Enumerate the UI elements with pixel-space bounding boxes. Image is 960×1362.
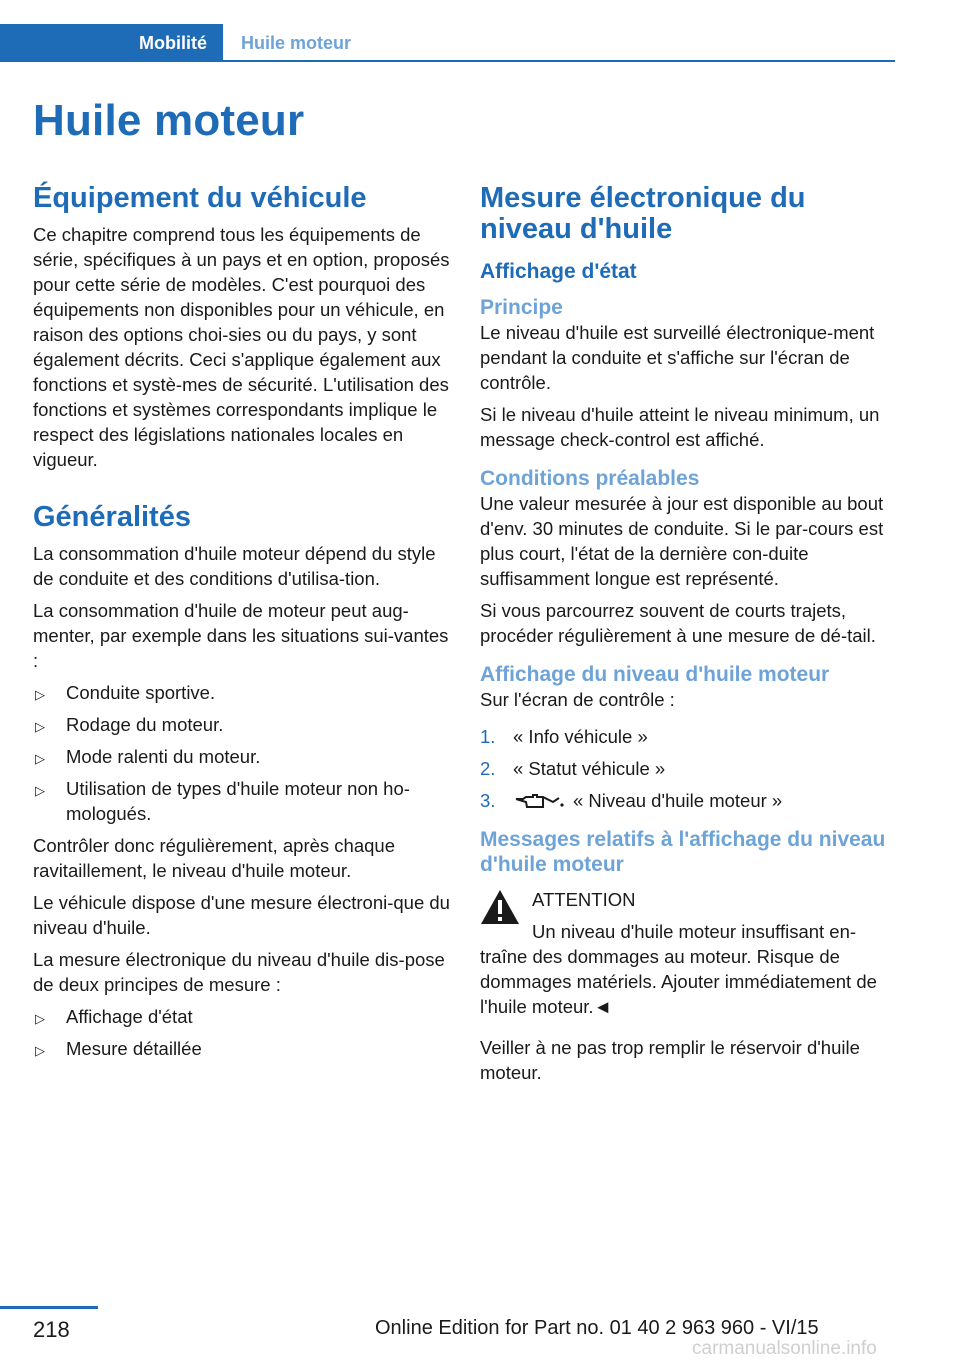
left-column [33,183,451,1068]
subsection-title-affichage-etat: Affichage d'état [480,260,637,283]
section-title-mesure: Mesure électronique du niveau d'huile [480,182,806,245]
list-item: ▷ Mode ralenti du moteur. [33,744,451,769]
oil-can-icon [513,793,565,811]
bullet-list [33,1004,451,1061]
warning-text: traîne des dommages au moteur. Risque de dommages matériels. Ajouter immédiatement de l'huile moteur.◄ [480,946,877,1017]
list-item: ▷ Conduite sportive. [33,680,451,705]
paragraph: La consommation d'huile de moteur peut aug‐menter, par exemple dans les situations sui‐vantes : [33,600,449,671]
paragraph: Si vous parcourrez souvent de courts trajets, procéder régulièrement à une mesure de dé‐tail. [480,600,876,646]
heading-conditions: Conditions préalables [480,467,700,490]
bullet-list [33,680,451,826]
warning-text-line1: Un niveau d'huile moteur insuffisant en‐ [532,921,857,942]
section-title-equipement: Équipement du véhicule [33,182,367,214]
watermark: carmanualsonline.info [692,1338,877,1359]
warning-triangle-icon [480,889,520,925]
paragraph: Ce chapitre comprend tous les équipements de série, spécifiques à un pays et en option, proposés pour cette série de modèles. C'est pourquoi des équipements non disponibles pour un véhicule, en raison des options choi‐sies ou du pays, y sont également décrits. Ceci s'applique également aux fonctions et systè‐mes de sécurité. L'utilisation des fonctions et systèmes correspondants implique le respect des législations nationales locales en vigueur. [33,224,450,470]
paragraph: Le niveau d'huile est surveillé électronique‐ment pendant la conduite et s'affiche sur l'écran de contrôle. [480,322,875,393]
list-item: 1. « Info véhicule » [480,726,648,747]
list-item: ▷ Mesure détaillée [33,1036,451,1061]
page-number: 218 [33,1317,70,1342]
paragraph: Veiller à ne pas trop remplir le réservoir d'huile moteur. [480,1037,860,1083]
paragraph: Sur l'écran de contrôle : [480,689,675,710]
page-title: Huile moteur [33,96,305,145]
tab-huile-moteur: Huile moteur [241,33,352,53]
paragraph: La consommation d'huile moteur dépend du style de conduite et des conditions d'utilisa‐tion. [33,543,436,589]
triangle-bullet-icon: ▷ [35,1043,45,1058]
triangle-bullet-icon: ▷ [35,751,45,766]
heading-messages: Messages relatifs à l'affichage du niveau d'huile moteur [480,828,886,876]
tab-mobilite: Mobilité [0,24,223,62]
heading-principe: Principe [480,296,563,319]
list-item: ▷ Rodage du moteur. [33,712,451,737]
list-item: 2. « Statut véhicule » [480,758,666,779]
paragraph: La mesure électronique du niveau d'huile dis‐pose de deux principes de mesure : [33,949,445,995]
triangle-bullet-icon: ▷ [35,783,45,798]
triangle-bullet-icon: ▷ [35,1011,45,1026]
list-item: ▷ Affichage d'état [33,1004,451,1029]
footer-rule [0,1306,98,1309]
numbered-list [480,724,890,813]
edition-text: Online Edition for Part no. 01 40 2 963 960 - VI/15 [375,1317,819,1339]
right-column [480,183,890,1092]
heading-affichage-niveau: Affichage du niveau d'huile moteur [480,663,830,686]
paragraph: Une valeur mesurée à jour est disponible au bout d'env. 30 minutes de conduite. Si le par‐cours est plus court, l'état de la dernière con‐duite suffisamment longue est représenté. [480,493,884,589]
list-item: ▷ Utilisation de types d'huile moteur non ho‐mologués. [35,778,410,824]
paragraph: Contrôler donc régulièrement, après chaque ravitaillement, le niveau d'huile moteur. [33,835,395,881]
list-item: 3. « Niveau d'huile moteur » [480,790,783,811]
paragraph: Le véhicule dispose d'une mesure électroni‐que du niveau d'huile. [33,892,450,938]
triangle-bullet-icon: ▷ [35,719,45,734]
header-tabbar [0,24,895,62]
triangle-bullet-icon: ▷ [35,687,45,702]
paragraph: Si le niveau d'huile atteint le niveau minimum, un message check-control est affiché. [480,404,880,450]
section-title-generalites: Généralités [33,501,191,533]
warning-label: ATTENTION [532,889,636,910]
warning-block [480,887,890,1019]
